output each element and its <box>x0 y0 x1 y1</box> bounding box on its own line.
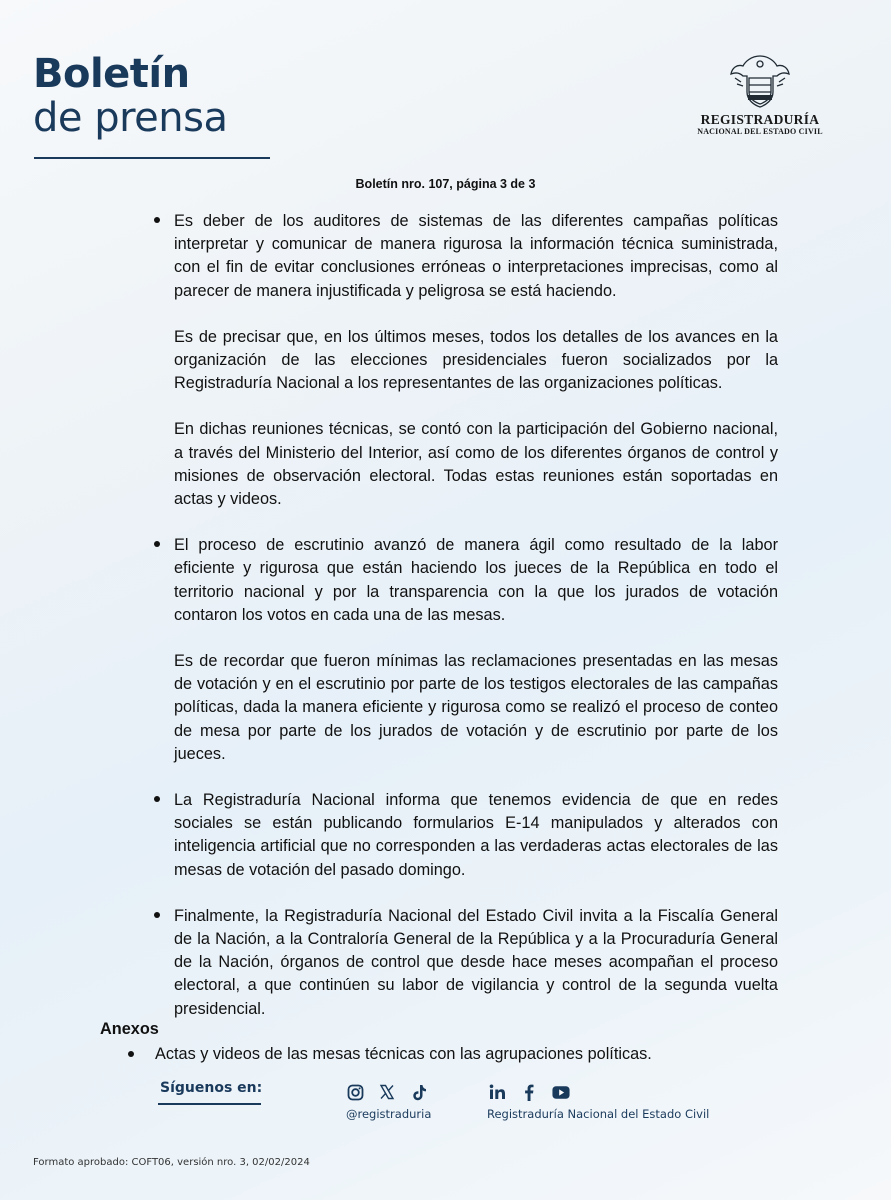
format-footer: Formato aprobado: COFT06, versión nro. 3, 02/02/2024 <box>33 1157 310 1168</box>
facebook-icon[interactable] <box>520 1083 538 1101</box>
bullet-item <box>152 905 778 1021</box>
x-icon[interactable] <box>378 1083 396 1101</box>
linkedin-icon[interactable] <box>488 1083 506 1101</box>
title-main: Boletín <box>33 51 190 97</box>
bulletin-body <box>152 210 778 1021</box>
bullet-item <box>152 789 778 882</box>
bullet-item <box>152 210 778 511</box>
paragraph: Finalmente, la Registraduría Nacional del Estado Civil invita a la Fiscalía General de la Nación, a la Contraloría General de la República y a la Procuraduría General de la Nación, órganos de control que desde hace meses acompañan el proceso electoral, a que continúen su labor de vigilancia y control de la segunda vuelta presidencial. <box>174 906 778 1018</box>
page-reference: Boletín nro. 107, página 3 de 3 <box>355 177 536 191</box>
title-underline <box>34 157 270 159</box>
youtube-icon[interactable] <box>552 1083 570 1101</box>
social-icons-group-1 <box>346 1083 428 1101</box>
anexo-text: Actas y videos de las mesas técnicas con las agrupaciones políticas. <box>155 1045 652 1063</box>
bullet-dot <box>128 1051 134 1057</box>
social-icons-group-2 <box>488 1083 570 1101</box>
logo-name: REGISTRADURÍA <box>700 112 820 127</box>
paragraph: Es deber de los auditores de sistemas de las diferentes campañas políticas interpretar y comunicar de manera rigurosa la información técnica suministrada, con el fin de evitar conclusiones erróneas o interpretaciones imprecisas, como al parecer de manera injustificada y peligrosa se está haciendo. <box>174 212 778 300</box>
logo-subtitle: NACIONAL DEL ESTADO CIVIL <box>697 127 823 136</box>
bullet-dot <box>154 541 160 547</box>
title-sub: de prensa <box>33 95 228 141</box>
bullet-dot <box>154 912 160 918</box>
social-handle[interactable]: @registraduria <box>346 1107 432 1121</box>
follow-underline <box>158 1103 261 1105</box>
bulletin-title <box>33 52 227 140</box>
instagram-icon[interactable] <box>346 1083 364 1101</box>
anexos-list-item <box>128 1043 778 1066</box>
bullet-dot <box>154 217 160 223</box>
paragraph: La Registraduría Nacional informa que tenemos evidencia de que en redes sociales se están publicando formularios E-14 manipulados y alterados con inteligencia artificial que no corresponden a las verdaderas actas electorales de las mesas de votación del pasado domingo. <box>174 791 778 879</box>
registraduria-logo <box>690 52 830 142</box>
paragraph: Es de precisar que, en los últimos meses, todos los detalles de los avances en la organización de las elecciones presidenciales fueron socializados por la Registraduría Nacional a los representantes de las organizaciones políticas. <box>174 327 778 393</box>
paragraph: Es de recordar que fueron mínimas las reclamaciones presentadas en las mesas de votación y en el escrutinio por parte de los testigos electorales de las campañas políticas, dada la manera eficiente y rigurosa como se realizó el proceso de conteo de mesa por parte de los jurados de votación y de escrutinio por parte de los jueces. <box>174 652 778 763</box>
coat-of-arms-icon <box>727 52 793 110</box>
social-handle[interactable]: Registraduría Nacional del Estado Civil <box>487 1107 710 1121</box>
tiktok-icon[interactable] <box>410 1083 428 1101</box>
bullet-item <box>152 534 778 766</box>
paragraph: En dichas reuniones técnicas, se contó con la participación del Gobierno nacional, a través del Ministerio del Interior, así como de los diferentes órganos de control y misiones de observación electoral. Todas estas reuniones están soportadas en actas y videos. <box>174 420 778 509</box>
paragraph: El proceso de escrutinio avanzó de manera ágil como resultado de la labor eficiente y rigurosa que están haciendo los jueces de la República en todo el territorio nacional y por la transparencia con la que los jurados de votación contaron los votos en cada una de las mesas. <box>174 536 778 624</box>
anexos-heading: Anexos <box>100 1020 159 1038</box>
bullet-dot <box>154 796 160 802</box>
follow-us-label: Síguenos en: <box>160 1080 263 1096</box>
